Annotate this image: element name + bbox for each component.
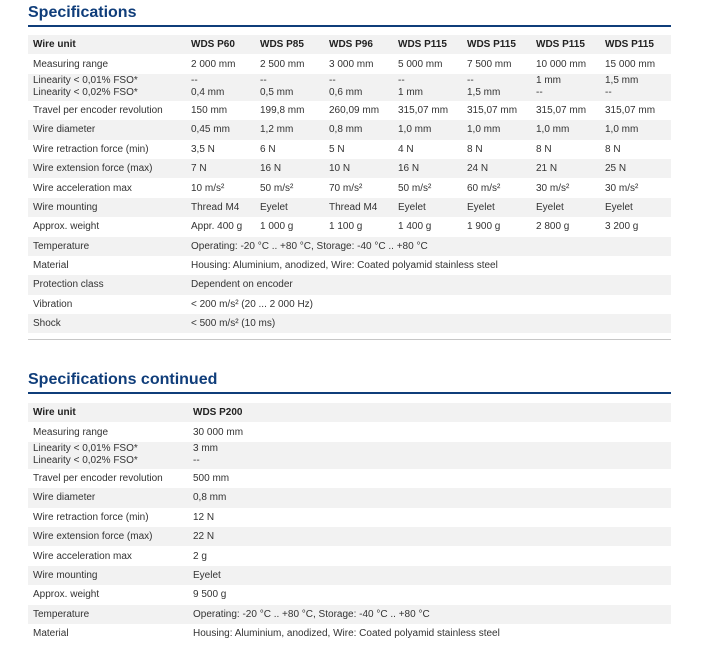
row-value: 315,07 mm — [605, 104, 656, 116]
specifications-bottom-rule — [28, 339, 671, 340]
row-value: 25 N — [600, 159, 671, 178]
row-value: 70 m/s² — [329, 182, 363, 194]
row-value: 7 500 mm — [467, 58, 512, 70]
row-value: Housing: Aluminium, anodized, Wire: Coated polyamid stainless steel — [193, 628, 500, 640]
row-value: Eyelet — [188, 566, 671, 585]
column-header: WDS P115 — [462, 35, 531, 54]
row-value: 22 N — [188, 527, 671, 546]
row-label — [28, 74, 186, 101]
row-value: 12 N — [193, 511, 215, 523]
row-label: Material — [33, 628, 69, 640]
row-value: < 200 m/s² (20 ... 2 000 Hz) — [191, 298, 313, 310]
row-value: 15 000 mm — [605, 58, 656, 70]
table-row — [28, 217, 671, 236]
table-row — [28, 159, 671, 178]
row-value: 10 000 mm — [536, 58, 587, 70]
row-value: 3 000 mm — [329, 58, 374, 70]
row-value: 30 m/s² — [536, 182, 570, 194]
row-value: Eyelet — [600, 198, 671, 217]
row-value: 1,0 mm — [531, 120, 600, 139]
table-row — [28, 275, 671, 294]
table-row — [28, 508, 671, 527]
row-value-line: -- — [191, 75, 198, 87]
column-header: WDS P60 — [186, 35, 255, 54]
row-value: 7 N — [186, 159, 255, 178]
row-label: Wire mounting — [28, 198, 186, 217]
table-row — [28, 624, 671, 643]
row-value: 21 N — [531, 159, 600, 178]
row-value — [188, 442, 671, 469]
row-label: Wire extension force (max) — [28, 159, 186, 178]
row-value: Appr. 400 g — [191, 221, 243, 233]
row-value: 1,0 mm — [393, 120, 462, 139]
row-value — [393, 74, 462, 101]
row-value — [324, 74, 393, 101]
row-value: Eyelet — [393, 198, 462, 217]
row-value: Thread M4 — [186, 198, 255, 217]
row-value: 315,07 mm — [536, 104, 587, 116]
specifications-continued-title-rule — [28, 392, 671, 394]
row-value: 4 N — [398, 143, 414, 155]
table-row — [28, 585, 671, 604]
row-value: 8 N — [536, 143, 552, 155]
row-value: 5 000 mm — [398, 58, 443, 70]
table-row — [28, 101, 671, 120]
row-value: Operating: -20 °C .. +80 °C, Storage: -40 °C .. +80 °C — [186, 237, 671, 256]
row-value: 2 g — [193, 550, 207, 562]
row-value: Thread M4 — [324, 198, 393, 217]
specifications-continued-title: Specifications continued — [28, 371, 218, 388]
table-row — [28, 314, 671, 333]
table-row — [28, 546, 671, 565]
row-value: 1 900 g — [467, 221, 501, 233]
row-value: Eyelet — [531, 198, 600, 217]
row-value-line: -- — [467, 75, 474, 87]
column-header: WDS P85 — [255, 35, 324, 54]
row-label-line: Linearity < 0,01% FSO* — [33, 75, 138, 87]
row-label: Vibration — [33, 298, 73, 310]
table-row — [28, 488, 671, 507]
row-value: < 500 m/s² (10 ms) — [186, 314, 671, 333]
row-value: 0,45 mm — [186, 120, 255, 139]
row-value: 1 400 g — [398, 221, 432, 233]
row-value — [462, 74, 531, 101]
row-value-line: 1 mm — [398, 87, 423, 99]
table-row — [28, 237, 671, 256]
specifications-continued-table — [28, 403, 671, 643]
row-value-line: -- — [329, 75, 336, 87]
row-value — [600, 74, 671, 101]
table-row — [28, 527, 671, 546]
row-value: 10 m/s² — [191, 182, 225, 194]
row-value-line: 3 mm — [193, 443, 218, 455]
row-value — [255, 74, 324, 101]
row-value: 0,8 mm — [324, 120, 393, 139]
specifications-title: Specifications — [28, 4, 137, 21]
row-label: Temperature — [28, 605, 188, 624]
row-label: Approx. weight — [33, 221, 100, 233]
row-label: Wire extension force (max) — [28, 527, 188, 546]
row-label: Shock — [28, 314, 186, 333]
table-row — [28, 178, 671, 197]
row-value: 24 N — [462, 159, 531, 178]
row-value: 1,0 mm — [462, 120, 531, 139]
row-label: Wire diameter — [28, 120, 186, 139]
table-row — [28, 198, 671, 217]
row-value: 5 N — [329, 143, 345, 155]
row-value: 0,8 mm — [188, 488, 671, 507]
row-value: Eyelet — [255, 198, 324, 217]
row-label: Protection class — [28, 275, 186, 294]
row-value: 2 800 g — [536, 221, 570, 233]
row-value-line: -- — [398, 75, 405, 87]
column-header: WDS P115 — [393, 35, 462, 54]
row-label: Wire mounting — [28, 566, 188, 585]
specifications-title-rule — [28, 25, 671, 27]
table-row — [28, 120, 671, 139]
row-value: 30 m/s² — [605, 182, 639, 194]
table-header-row — [28, 35, 671, 54]
row-label: Material — [33, 260, 69, 272]
table-header-row — [28, 403, 671, 422]
row-value: 2 000 mm — [191, 58, 236, 70]
row-value-line: 1,5 mm — [605, 75, 639, 87]
row-value-line: -- — [605, 87, 612, 99]
row-label: Approx. weight — [33, 589, 100, 601]
column-header: WDS P115 — [600, 35, 671, 54]
row-value-line: 0,4 mm — [191, 87, 225, 99]
row-value: 1,2 mm — [255, 120, 324, 139]
row-value: 260,09 mm — [329, 104, 380, 116]
row-value: 3 200 g — [605, 221, 639, 233]
row-value: Eyelet — [462, 198, 531, 217]
column-header: WDS P115 — [531, 35, 600, 54]
row-value: 315,07 mm — [467, 104, 518, 116]
table-row — [28, 442, 671, 469]
row-label: Wire acceleration max — [33, 550, 132, 562]
specifications-table — [28, 35, 671, 333]
row-value-line: -- — [193, 455, 200, 467]
row-value: 1 100 g — [329, 221, 363, 233]
row-label: Temperature — [28, 237, 186, 256]
column-header: WDS P200 — [188, 403, 671, 422]
row-label — [28, 442, 188, 469]
row-value-line: -- — [536, 87, 543, 99]
row-value: 50 m/s² — [260, 182, 294, 194]
row-value: 1,0 mm — [600, 120, 671, 139]
table-row — [28, 54, 671, 73]
row-value-line: 1,5 mm — [467, 87, 501, 99]
row-value: 6 N — [260, 143, 276, 155]
row-label-line: Linearity < 0,02% FSO* — [33, 87, 138, 99]
row-label: Wire retraction force (min) — [33, 143, 149, 155]
row-value: 10 N — [324, 159, 393, 178]
row-value: Housing: Aluminium, anodized, Wire: Coated polyamid stainless steel — [191, 260, 498, 272]
table-row — [28, 74, 671, 101]
row-label: Measuring range — [33, 58, 109, 70]
row-value — [186, 74, 255, 101]
row-label: Travel per encoder revolution — [33, 472, 163, 484]
row-value: 500 mm — [193, 472, 230, 484]
row-value-line: 0,5 mm — [260, 87, 294, 99]
row-value: 30 000 mm — [193, 426, 244, 438]
row-value: 8 N — [605, 143, 621, 155]
row-label: Travel per encoder revolution — [33, 104, 163, 116]
table-row — [28, 566, 671, 585]
row-value: 60 m/s² — [467, 182, 501, 194]
row-value: 2 500 mm — [260, 58, 305, 70]
row-value: 16 N — [255, 159, 324, 178]
row-value: 8 N — [467, 143, 483, 155]
table-row — [28, 605, 671, 624]
row-value: 50 m/s² — [398, 182, 432, 194]
row-value: 16 N — [393, 159, 462, 178]
row-label: Wire acceleration max — [33, 182, 132, 194]
row-value: Dependent on encoder — [186, 275, 671, 294]
table-row — [28, 140, 671, 159]
column-header: WDS P96 — [324, 35, 393, 54]
table-row — [28, 469, 671, 488]
row-value: 3,5 N — [191, 143, 215, 155]
row-label-line: Linearity < 0,02% FSO* — [33, 455, 138, 467]
row-value: 315,07 mm — [398, 104, 449, 116]
row-value — [531, 74, 600, 101]
table-row — [28, 295, 671, 314]
row-value: Operating: -20 °C .. +80 °C, Storage: -40 °C .. +80 °C — [188, 605, 671, 624]
row-label: Wire diameter — [28, 488, 188, 507]
row-value: 9 500 g — [193, 589, 227, 601]
row-value: 150 mm — [191, 104, 228, 116]
table-row — [28, 422, 671, 441]
row-label-line: Linearity < 0,01% FSO* — [33, 443, 138, 455]
row-value-line: 0,6 mm — [329, 87, 363, 99]
row-value: 1 000 g — [260, 221, 294, 233]
row-value: 199,8 mm — [260, 104, 305, 116]
column-header: Wire unit — [28, 403, 188, 422]
table-row — [28, 256, 671, 275]
column-header: Wire unit — [28, 35, 186, 54]
row-value-line: 1 mm — [536, 75, 561, 87]
row-label: Measuring range — [33, 426, 109, 438]
row-value-line: -- — [260, 75, 267, 87]
row-label: Wire retraction force (min) — [33, 511, 149, 523]
